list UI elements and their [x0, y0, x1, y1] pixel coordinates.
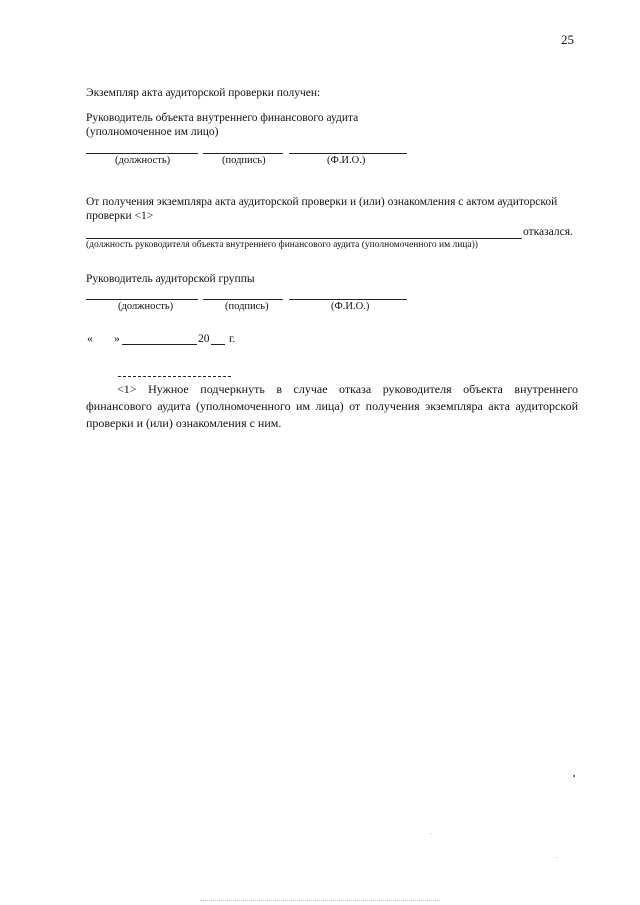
footnote-separator-line — [118, 376, 231, 377]
group-label-name: (Ф.И.О.) — [331, 301, 370, 312]
refused-word: отказался. — [523, 226, 573, 238]
date-year-line — [211, 344, 225, 345]
group-head-heading: Руководитель аудиторской группы — [86, 273, 255, 285]
name-line — [289, 153, 407, 154]
scan-speck — [430, 833, 431, 834]
page-number: 25 — [561, 32, 574, 47]
date-year-suffix: г. — [229, 333, 236, 345]
head-title-line2: (уполномоченное им лицо) — [86, 126, 219, 138]
scan-speck — [556, 857, 557, 858]
head-title-line1: Руководитель объекта внутреннего финансового аудита — [86, 112, 359, 124]
group-signature-line — [203, 299, 283, 300]
group-label-position: (должность) — [118, 301, 174, 312]
refusal-caption: (должность руководителя объекта внутреннего финансового аудита (уполномоченного им лица)) — [86, 240, 478, 250]
scan-speck — [573, 775, 575, 777]
received-heading: Экземпляр акта аудиторской проверки получен: — [86, 87, 321, 99]
refusal-text-line2: проверки <1> — [86, 210, 154, 222]
date-year-prefix: 20 — [198, 333, 210, 345]
group-name-line — [289, 299, 407, 300]
date-month-line — [122, 344, 197, 345]
position-line — [86, 153, 198, 154]
label-name: (Ф.И.О.) — [327, 155, 366, 166]
date-close-quote: » — [114, 333, 120, 345]
signature-line — [203, 153, 283, 154]
label-signature: (подпись) — [222, 155, 266, 166]
group-position-line — [86, 299, 198, 300]
refusal-text-line1: От получения экземпляра акта аудиторской проверки и (или) ознакомления с актом аудиторской — [86, 196, 558, 208]
group-label-signature: (подпись) — [225, 301, 269, 312]
scan-edge-mark — [200, 900, 440, 901]
label-position: (должность) — [115, 155, 171, 166]
date-open-quote: « — [87, 333, 93, 345]
refusal-position-line — [86, 238, 522, 239]
footnote-text: <1> Нужное подчеркнуть в случае отказа руководителя объекта внутреннего финансового аудита (уполномоченного им лица) от получения экземпляра акта аудиторской проверки и (или) ознакомления с ним. — [86, 382, 578, 430]
